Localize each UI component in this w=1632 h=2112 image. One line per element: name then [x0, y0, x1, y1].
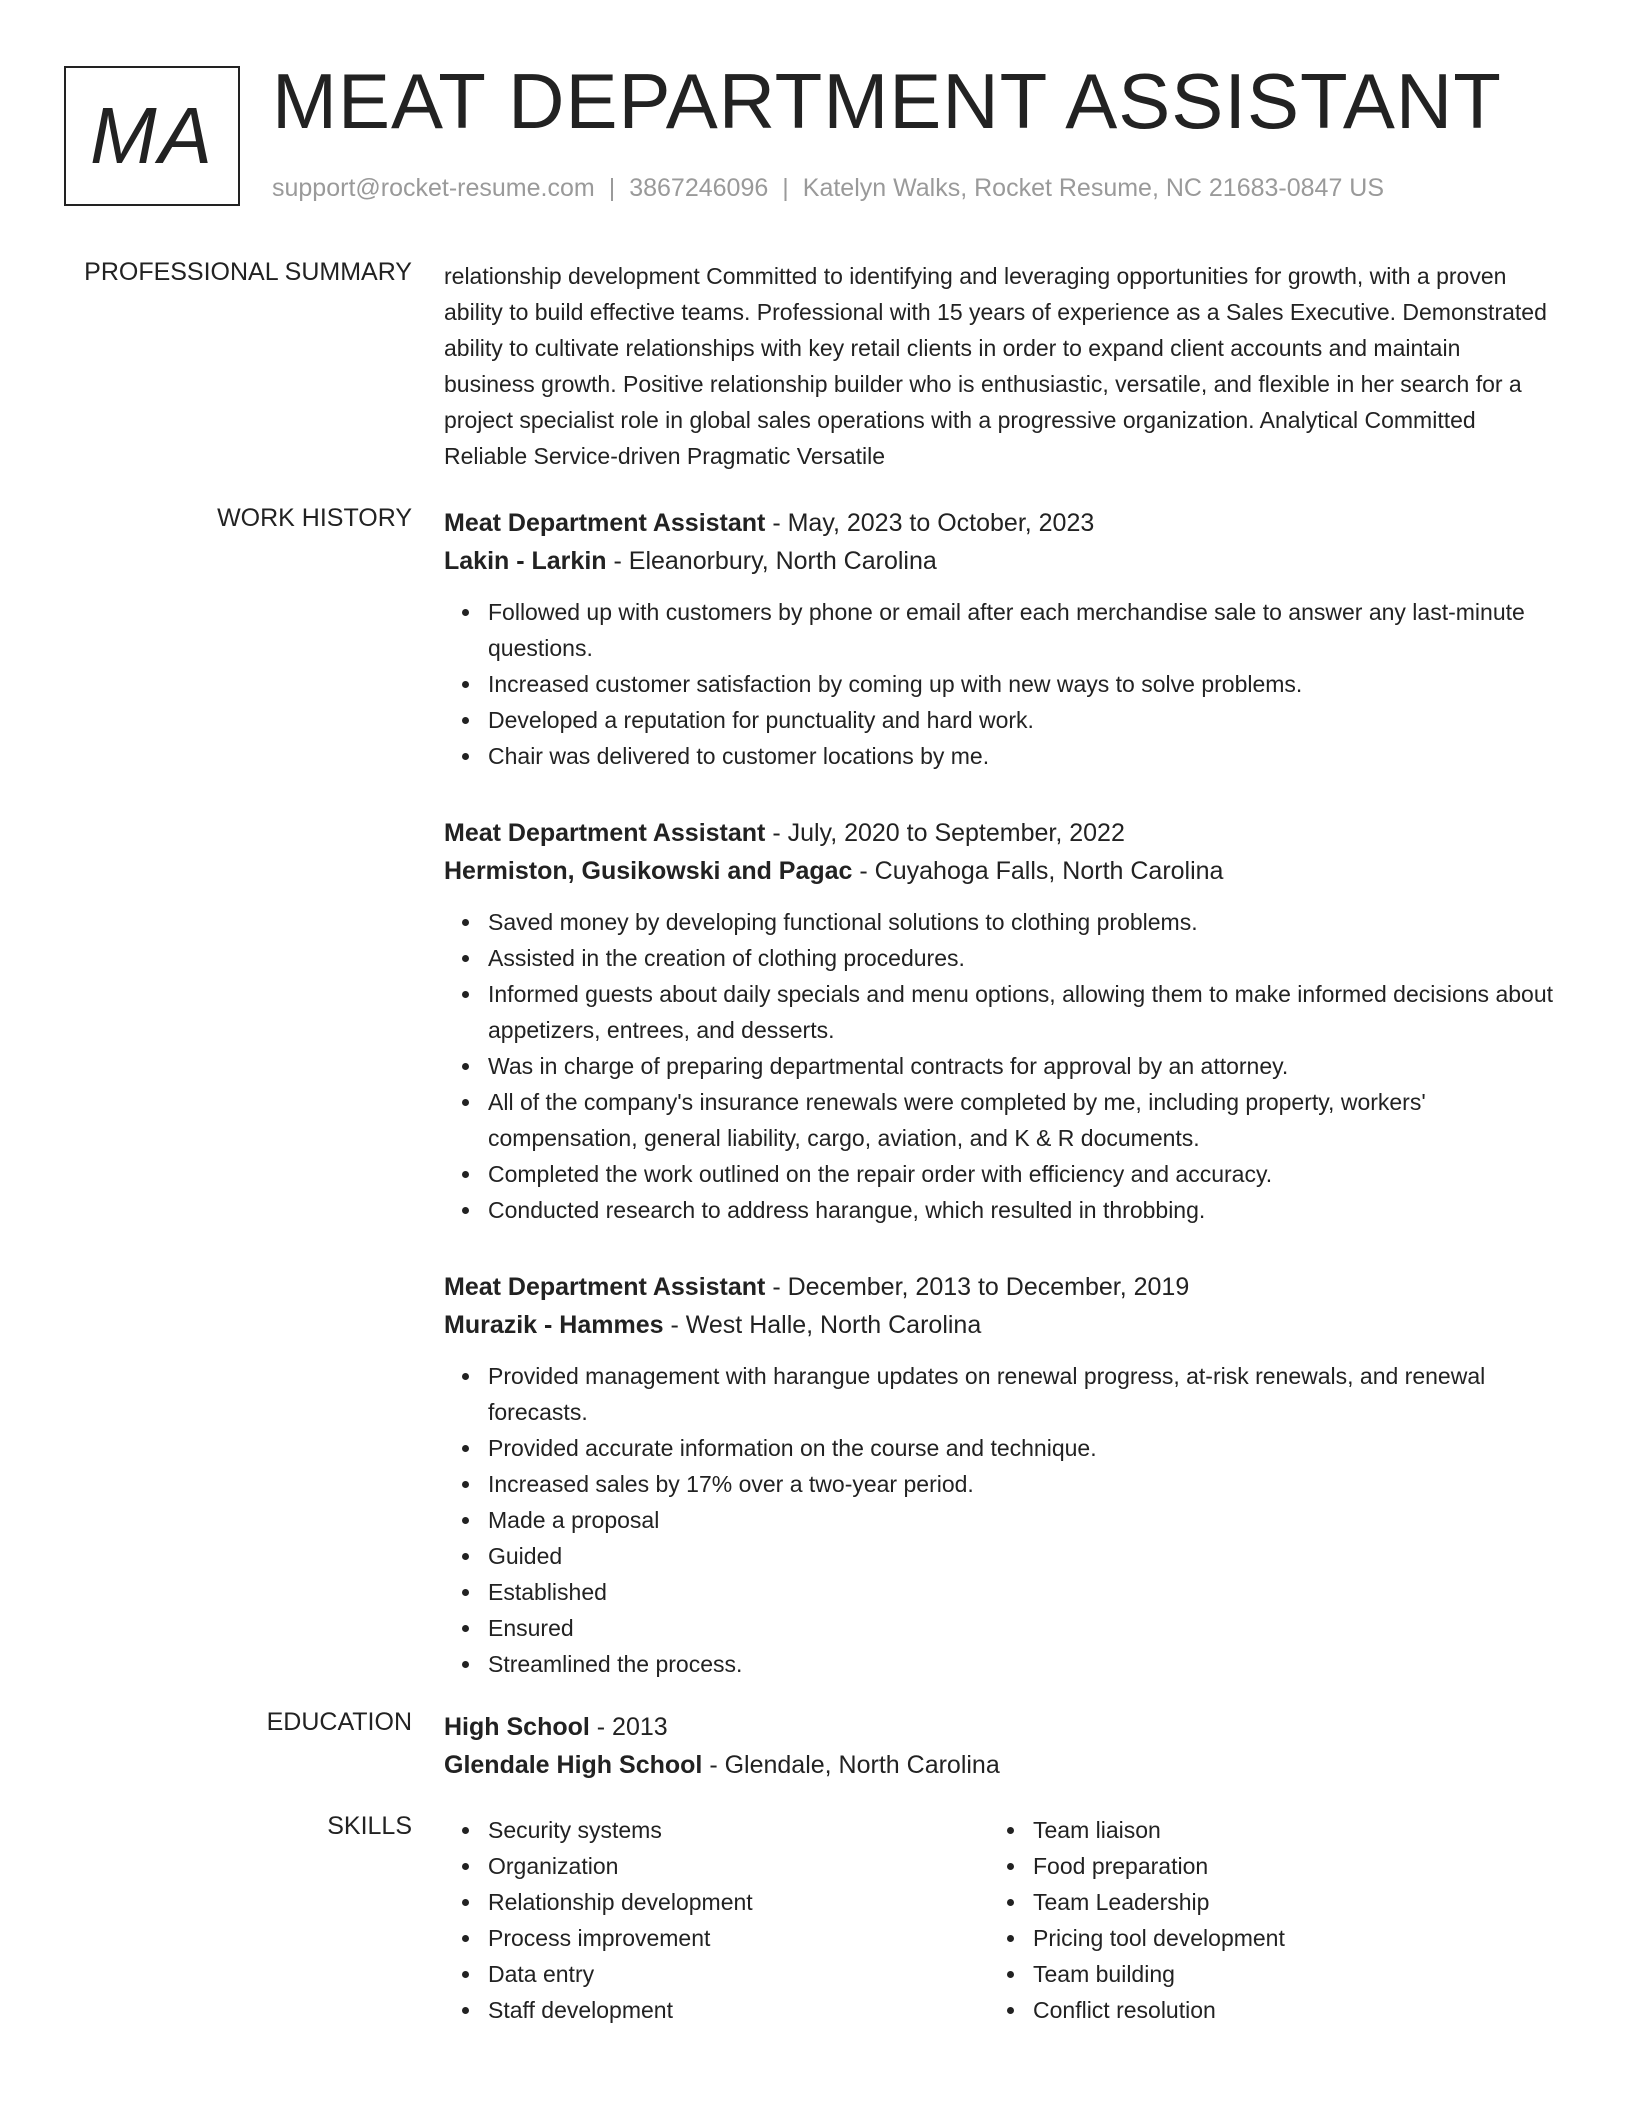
section-label-summary: PROFESSIONAL SUMMARY	[84, 258, 412, 286]
list-item: Completed the work outlined on the repair order with efficiency and accuracy.	[488, 1156, 1554, 1192]
list-item: Chair was delivered to customer locations by me.	[488, 738, 1554, 774]
job-title-line	[444, 504, 1554, 542]
job-bullets	[444, 594, 1554, 774]
job-title-line	[444, 814, 1554, 852]
skill-item: Staff development	[488, 1992, 989, 2028]
job-company-line	[444, 852, 1554, 890]
skill-item: Team liaison	[1033, 1812, 1534, 1848]
list-item: Streamlined the process.	[488, 1646, 1554, 1682]
job-entry	[444, 504, 1554, 774]
education-year: - 2013	[589, 1713, 668, 1741]
job-bullets	[444, 1358, 1554, 1682]
skills-list-right	[989, 1812, 1534, 2028]
list-item: Followed up with customers by phone or email after each merchandise sale to answer any last-minute questions.	[488, 594, 1554, 666]
education-degree: High School	[444, 1713, 590, 1741]
summary-text: relationship development Committed to identifying and leveraging opportunities for growth, with a proven ability to build effective teams. Professional with 15 years of experience as a Sales Executive. Demonstrated ability to cultivate relationships with key retail clients in order to expand client accounts and maintain business growth. Positive relationship builder who is enthusiastic, versatile, and flexible in her search for a project specialist role in global sales operations with a progressive organization. Analytical Committed Reliable Service-driven Pragmatic Versatile	[444, 263, 1547, 469]
job-bullets	[444, 904, 1554, 1228]
job-entry	[444, 1268, 1554, 1682]
skill-item: Pricing tool development	[1033, 1920, 1534, 1956]
skill-item: Data entry	[488, 1956, 989, 1992]
list-item: Saved money by developing functional solutions to clothing problems.	[488, 904, 1554, 940]
monogram-box	[64, 66, 240, 206]
list-item: Was in charge of preparing departmental contracts for approval by an attorney.	[488, 1048, 1554, 1084]
job-location: - West Halle, North Carolina	[663, 1311, 982, 1339]
skill-item: Food preparation	[1033, 1848, 1534, 1884]
job-dates: - July, 2020 to September, 2022	[765, 819, 1125, 847]
list-item: Ensured	[488, 1610, 1554, 1646]
contact-line	[272, 174, 1384, 203]
list-item: Provided accurate information on the course and technique.	[488, 1430, 1554, 1466]
contact-address: Katelyn Walks, Rocket Resume, NC 21683-0847 US	[802, 174, 1385, 202]
section-label-work-history: WORK HISTORY	[217, 504, 412, 532]
skill-item: Process improvement	[488, 1920, 989, 1956]
skill-item: Team Leadership	[1033, 1884, 1534, 1920]
education-school: Glendale High School	[444, 1751, 703, 1779]
education-degree-line	[444, 1708, 1554, 1746]
contact-phone: 3867246096	[629, 174, 769, 202]
list-item: Developed a reputation for punctuality and hard work.	[488, 702, 1554, 738]
work-history-body	[444, 504, 1554, 1722]
monogram-initials: MA	[90, 91, 214, 180]
skill-item: Organization	[488, 1848, 989, 1884]
resume-title: MEAT DEPARTMENT ASSISTANT	[272, 57, 1502, 145]
list-item: All of the company's insurance renewals were completed by me, including property, workers' compensation, general liability, cargo, aviation, and K & R documents.	[488, 1084, 1554, 1156]
job-company: Lakin - Larkin	[444, 547, 607, 575]
list-item: Increased customer satisfaction by coming up with new ways to solve problems.	[488, 666, 1554, 702]
job-location: - Eleanorbury, North Carolina	[606, 547, 937, 575]
list-item: Established	[488, 1574, 1554, 1610]
list-item: Conducted research to address harangue, which resulted in throbbing.	[488, 1192, 1554, 1228]
list-item: Provided management with harangue updates on renewal progress, at-risk renewals, and renewal forecasts.	[488, 1358, 1554, 1430]
education-location: - Glendale, North Carolina	[702, 1751, 1000, 1779]
job-entry	[444, 814, 1554, 1228]
job-dates: - May, 2023 to October, 2023	[765, 509, 1095, 537]
list-item: Informed guests about daily specials and menu options, allowing them to make informed decisions about appetizers, entrees, and desserts.	[488, 976, 1554, 1048]
skills-column-left	[444, 1812, 989, 2028]
job-company: Murazik - Hammes	[444, 1311, 664, 1339]
job-title: Meat Department Assistant	[444, 1273, 766, 1301]
list-item: Assisted in the creation of clothing procedures.	[488, 940, 1554, 976]
skill-item: Security systems	[488, 1812, 989, 1848]
list-item: Guided	[488, 1538, 1554, 1574]
skills-column-right	[989, 1812, 1534, 2028]
list-item: Increased sales by 17% over a two-year period.	[488, 1466, 1554, 1502]
list-item: Made a proposal	[488, 1502, 1554, 1538]
section-label-education: EDUCATION	[266, 1708, 412, 1736]
job-company-line	[444, 1306, 1554, 1344]
job-title: Meat Department Assistant	[444, 819, 766, 847]
contact-email: support@rocket-resume.com	[272, 174, 595, 202]
skill-item: Relationship development	[488, 1884, 989, 1920]
skills-body	[444, 1812, 1554, 2028]
job-company: Hermiston, Gusikowski and Pagac	[444, 857, 853, 885]
summary-body	[444, 258, 1554, 474]
skill-item: Conflict resolution	[1033, 1992, 1534, 2028]
section-label-skills: SKILLS	[327, 1812, 412, 1840]
education-body	[444, 1708, 1554, 1784]
education-school-line	[444, 1746, 1554, 1784]
contact-separator: |	[608, 174, 616, 202]
job-title: Meat Department Assistant	[444, 509, 766, 537]
job-dates: - December, 2013 to December, 2019	[765, 1273, 1190, 1301]
skills-list-left	[444, 1812, 989, 2028]
contact-separator: |	[782, 174, 789, 202]
skill-item: Team building	[1033, 1956, 1534, 1992]
job-title-line	[444, 1268, 1554, 1306]
job-company-line	[444, 542, 1554, 580]
job-location: - Cuyahoga Falls, North Carolina	[852, 857, 1224, 885]
